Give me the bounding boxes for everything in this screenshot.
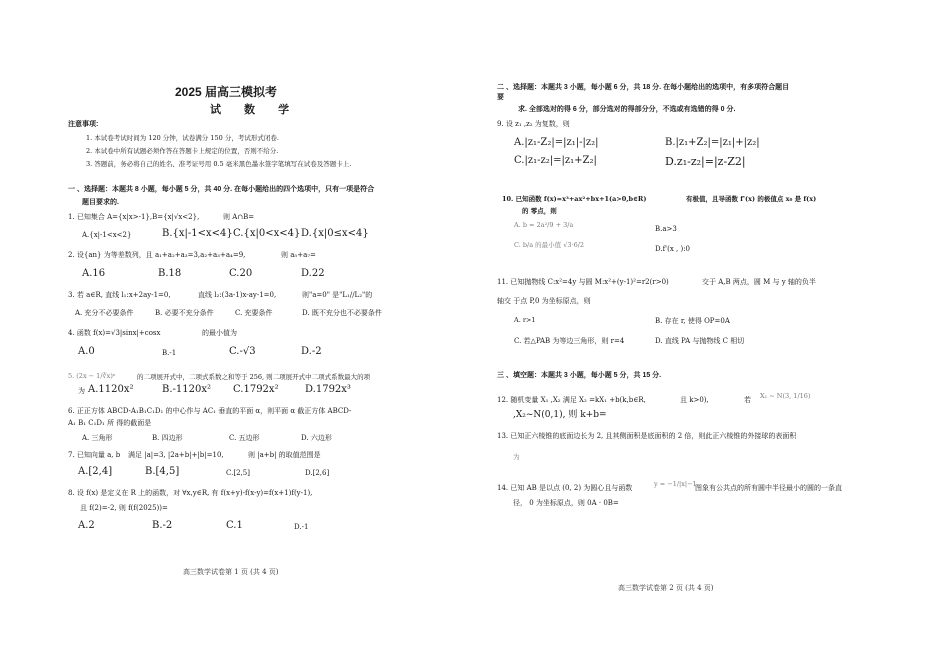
q5-option-a: A.1120x² <box>88 384 134 395</box>
q12-tail: 若 <box>744 396 751 404</box>
q12-stem-cont: ,X₂~N(0,1), 则 k+b= <box>513 410 607 420</box>
q12-mid: 且 k>0), <box>680 396 709 404</box>
q3-tail: 则"a=0" 是"L₁//L₂"的 <box>302 291 373 299</box>
q4-option-a: A.0 <box>78 346 95 357</box>
q10-option-d: D.f'(x , ):0 <box>655 245 690 253</box>
q10-stem-cont: 的 零点，则 <box>522 207 557 215</box>
q6-stem: 6. 正正方体 ABCD-A₁B₁C₁D₁ 的中心作与 AC₁ 垂直的平面 α，则平面 α 截正方体 ABCD- <box>68 407 352 415</box>
q3-option-c: C. 充要条件 <box>235 309 273 317</box>
q14-function: y = −1/|x|−1 <box>654 480 697 488</box>
exam-subtitle: 试 数 学 <box>210 104 300 116</box>
q11-option-c: C. 若△PAB 为等边三角形，则 r=4 <box>514 337 625 345</box>
q5-option-c: C.1792x² <box>233 384 279 395</box>
q7-option-d: D.[2,6] <box>305 469 330 477</box>
q13-stem-cont: 为 <box>513 453 520 461</box>
q6-option-d: D. 六边形 <box>301 434 332 442</box>
q12-stem: 12. 随机变量 X₁ ,X₂ 满足 X₂ =kX₁ +b(k,b∈R, <box>497 396 646 404</box>
q6-option-a: A. 三角形 <box>82 434 113 442</box>
q9-option-d: D.z₁-z₂|=|z-Z2| <box>665 155 746 168</box>
q2-tail: 则 a₅+a₇= <box>281 251 316 259</box>
q8-option-d: D.-1 <box>294 523 309 531</box>
q8-option-b: B.-2 <box>152 520 173 531</box>
q8-stem-cont: 且 f(2)=-2, 则 f(f(2025))= <box>80 504 168 512</box>
q9-option-a: A.|z₁-Z₂|=|z₁|-|z₂| <box>514 137 599 148</box>
q8-option-c: C.1 <box>226 520 243 531</box>
q3-mid: 直线 l₂:(3a-1)x-ay-1=0, <box>198 291 277 299</box>
q3-option-b: B. 必要不充分条件 <box>155 309 214 317</box>
q1-option-a: A.{x|-1<x<2} <box>82 231 132 239</box>
q7-option-a: A.[2,4] <box>78 466 113 477</box>
q4-stem: 4. 函数 f(x)=√3|sinx|+cosx <box>68 329 161 337</box>
q4-option-b: B.-1 <box>162 349 177 357</box>
q11-option-d: D. 直线 PA 与抛物线 C 相切 <box>655 337 745 345</box>
section-3-heading: 三 、填空题：本题共 3 小题，每小题 5 分，共 15 分. <box>497 372 662 379</box>
page-footer-right: 高三数学试卷第 2 页 (共 4 页) <box>618 584 714 592</box>
notice-item: 2. 本试卷中所有试题必须作答在答题卡上规定的位置，否则不给分. <box>86 147 279 155</box>
q7-option-b: B.[4,5] <box>145 466 180 477</box>
q2-stem: 2. 设{an} 为等差数列，且 a₁+a₂+a₃=3,a₂+a₃+a₄=9, <box>68 251 246 259</box>
q5-option-b: B.-1120x² <box>162 384 212 395</box>
q5-stem: 的二项展开式中，二项式系数之和等于 256, 则二项展开式中二项式系数最大的项 <box>137 373 371 381</box>
q7-stem: 7. 已知向量 a, b <box>68 451 121 459</box>
notice-item: 1. 本试卷考试时间为 120 分钟，试卷满分 150 分，考试形式闭卷. <box>86 134 279 142</box>
notice-heading: 注意事项: <box>68 121 99 128</box>
q9-option-c: C.|z₁-z₂|=|z₁+Z₂| <box>514 155 597 166</box>
q11-option-a: A. r>1 <box>514 316 536 324</box>
q9-stem: 9. 设 z₁ ,z₂ 为复数，则 <box>497 120 570 128</box>
q10-option-a: A. b = 2a²/9 + 3/a <box>514 221 574 229</box>
q1-tail: 则 A∩B= <box>223 213 255 221</box>
q7-mid: 满足 |a|=3, |2a+b|+|b|=10, <box>128 451 224 459</box>
q7-tail: 则 |a+b| 的取值范围是 <box>248 451 321 459</box>
q1-option-d: D.{x|0≤x<4} <box>301 228 369 239</box>
notice-item: 3. 答题前，务必将自己的姓名、准考证号用 0.5 毫米黑色墨水签字笔填写在试卷及答题卡上. <box>86 160 352 168</box>
q9-option-b: B.|z₁+Z₂|=|z₁|+|z₂| <box>665 137 760 148</box>
q13-stem: 13. 已知正六棱锥的底面边长为 2, 且其侧面积是底面积的 2 倍，则此正六棱锥的外接球的表面积 <box>497 432 797 440</box>
q14-stem: 14. 已知 AB 是以点 (0, 2) 为圆心且与函数 <box>497 484 633 492</box>
q2-option-b: B.18 <box>158 268 182 279</box>
section-1-heading-cont: 题目要求的. <box>82 199 119 206</box>
q14-tail: 图象有公共点的所有圆中半径最小的圆的一条直 <box>695 484 842 492</box>
q11-tail: 交于 A,B 两点，圆 M 与 y 轴的负半 <box>702 278 816 286</box>
q11-stem-cont: 轴交 于点 P,0 为坐标原点，则 <box>497 297 591 305</box>
q2-option-a: A.16 <box>82 268 106 279</box>
q5-expression: 5. (2x − 1/∛x)ⁿ <box>68 372 116 380</box>
q11-stem: 11. 已知抛物线 C:x²=4y 与圆 M:x²+(y-1)²=r2(r>0) <box>497 278 669 286</box>
page-footer-left: 高三数学试卷第 1 页 (共 4 页) <box>183 568 279 576</box>
q4-option-d: D.-2 <box>301 346 322 357</box>
q6-option-c: C. 五边形 <box>229 434 260 442</box>
q10-option-c: C. b/a 的最小值 √3·6/2 <box>514 241 585 249</box>
q12-distribution: X₁ ~ N(3, 1/16) <box>760 392 811 400</box>
q2-option-c: C.20 <box>229 268 253 279</box>
section-2-heading-cont: 求. 全部选对的得 6 分，部分选对的得部分分，不选或有选错的得 0 分. <box>518 106 736 113</box>
q10-option-b: B.a>3 <box>655 225 677 233</box>
q2-option-d: D.22 <box>301 268 325 279</box>
q1-option-c: C.{x|0<x<4} <box>233 228 301 239</box>
section-2-heading: 二 、选择题：本题共 3 小题，每小题 6 分，共 18 分. 在每小题给出的选项中，有多项符合题目 <box>497 84 790 91</box>
q3-stem: 3. 若 a∈R, 直线 l₁:x+2ay-1=0, <box>68 291 171 299</box>
q10-tail: 有极值，且导函数 f'(x) 的极值点 x₀ 是 f(x) <box>686 195 817 203</box>
q4-option-c: C.-√3 <box>229 346 256 357</box>
q3-option-d: D. 既不充分也不必要条件 <box>302 309 382 317</box>
q5-option-d: D.1792x³ <box>305 384 351 395</box>
q8-stem: 8. 设 f(x) 是定义在 R 上的函数，对 ∀x,y∈R, 有 f(x+y)-f(x-y)=f(x+1)f(y-1), <box>68 489 313 497</box>
q1-stem: 1. 已知集合 A={x|x>-1},B={x|√x<2}, <box>68 213 200 221</box>
exam-title: 2025 届高三模拟考 <box>175 85 278 99</box>
section-2-heading-wrap: 要 <box>497 94 504 101</box>
q6-option-b: B. 四边形 <box>152 434 183 442</box>
q10-stem: 10. 已知函数 f(x)=x³+ax²+bx+1(a>0,b∈R) <box>502 195 647 203</box>
q1-option-b: B.{x|-1<x<4} <box>162 228 233 239</box>
q4-tail: 的最小值为 <box>202 329 237 337</box>
q11-option-b: B. 存在 r, 使得 OP=0A <box>655 317 730 325</box>
q3-option-a: A. 充分不必要条件 <box>75 309 134 317</box>
q5-lead: 为 <box>78 387 85 395</box>
section-1-heading: 一 、选择题：本题共 8 小题，每小题 5 分，共 40 分. 在每小题给出的四个选项中，只有一项是符合 <box>68 186 375 193</box>
q14-stem-cont: 径， 0 为坐标原点，则 0A · 0B= <box>513 499 619 507</box>
q8-option-a: A.2 <box>78 520 95 531</box>
q6-stem-cont: A₁ B₁ C₁D₁ 所 得的截面是 <box>68 419 152 427</box>
q7-option-c: C.[2,5] <box>226 469 250 477</box>
